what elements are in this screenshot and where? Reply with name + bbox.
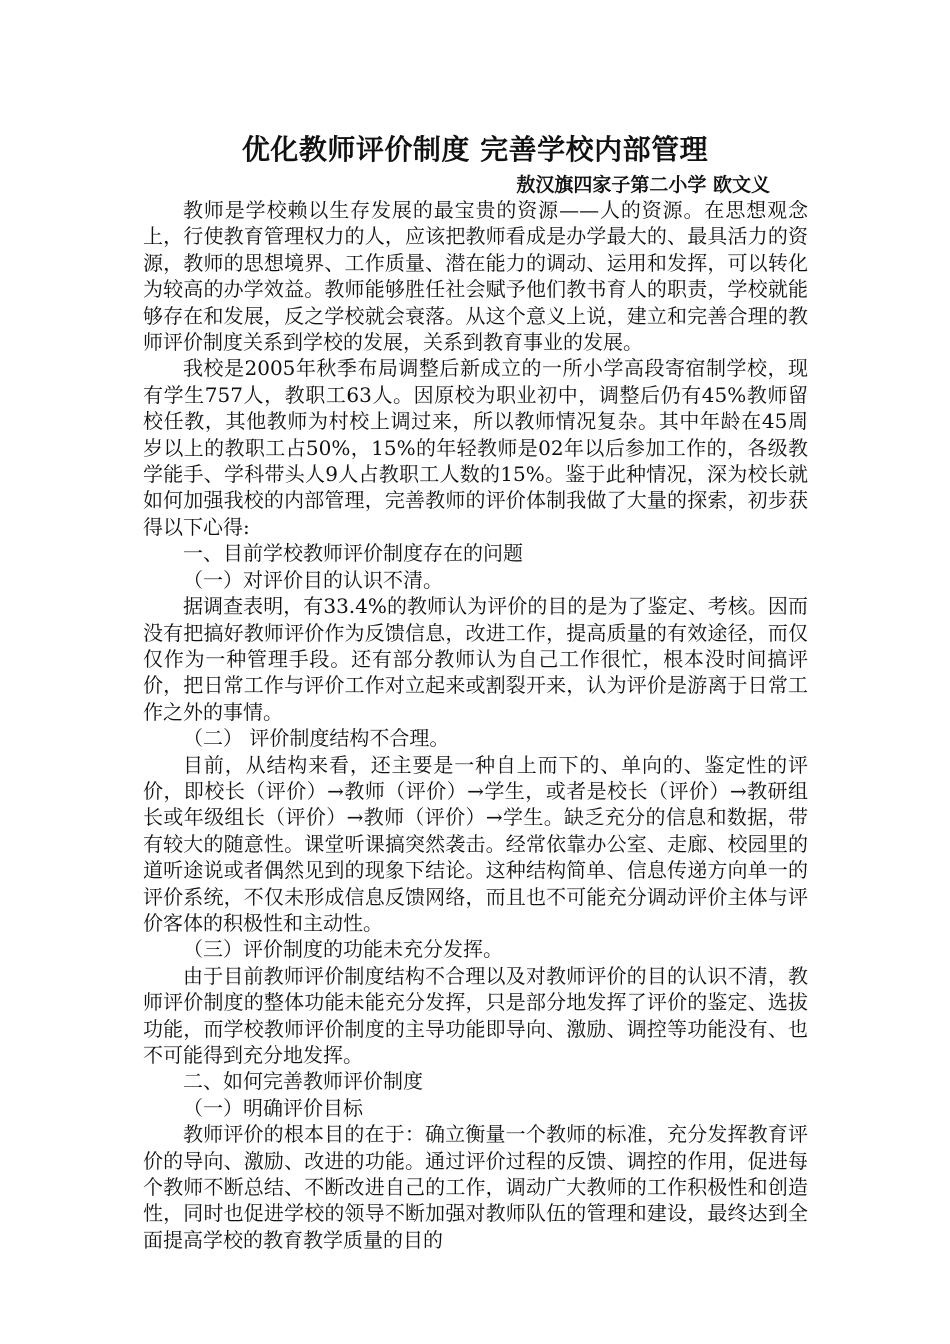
- document-body: [143, 197, 808, 1253]
- section-heading-improvement: 二、如何完善教师评价制度: [183, 1069, 423, 1094]
- section-heading-problems: 一、目前学校教师评价制度存在的问题: [183, 541, 523, 566]
- document-title: 优化教师评价制度 完善学校内部管理: [241, 133, 709, 166]
- paragraph-intro: 教师是学校赖以生存发展的最宝贵的资源——人的资源。在思想观念上，行使教育管理权力的人，应该把教师看成是办学最大的、最具活力的资源，教师的思想境界、工作质量、潜在能力的调动、运用和发挥，可以转化为较高的办学效益。教师能够胜任社会赋予他们教书育人的职责，学校就能够存在和发展，反之学校就会衰落。从这个意义上说，建立和完善合理的教师评价制度关系到学校的发展，关系到教育事业的发展。: [143, 198, 808, 355]
- paragraph-school-background: 我校是2005年秋季布局调整后新成立的一所小学高段寄宿制学校，现有学生757人，教职工63人。因原校为职业初中，调整后仍有45%教师留校任教，其他教师为村校上调过来，所以教师情况复杂。其中年龄在45周岁以上的教职工占50%，15%的年轻教师是02年以后参加工作的，各级教学能手、学科带头人9人占教职工人数的15%。鉴于此种情况，深为校长就如何加强我校的内部管理，完善教师的评价体制我做了大量的探索，初步获得以下心得:: [143, 356, 808, 539]
- paragraph-function-not-realized: 由于目前教师评价制度结构不合理以及对教师评价的目的认识不清，教师评价制度的整体功能未能充分发挥，只是部分地发挥了评价的鉴定、选拔功能，而学校教师评价制度的主导功能即导向、激励、调控等功能没有、也不可能得到充分地发挥。: [143, 963, 808, 1067]
- subheading-clear-goals: （一）明确评价目标: [183, 1095, 363, 1120]
- subheading-structure-unreasonable: （二） 评价制度结构不合理。: [183, 726, 450, 751]
- subheading-function-not-realized: （三）评价制度的功能未充分发挥。: [183, 937, 503, 962]
- document-author: 敖汉旗四家子第二小学 欧文义: [516, 174, 770, 196]
- paragraph-purpose-unclear: 据调查表明，有33.4%的教师认为评价的目的是为了鉴定、考核。因而没有把搞好教师评价作为反馈信息，改进工作，提高质量的有效途径，而仅仅作为一种管理手段。还有部分教师认为自己工作很忙，根本没时间搞评价，把日常工作与评价工作对立起来或割裂开来，认为评价是游离于日常工作之外的事情。: [143, 594, 808, 724]
- subheading-purpose-unclear: （一）对评价目的认识不清。: [183, 567, 443, 592]
- paragraph-clear-goals: 教师评价的根本目的在于：确立衡量一个教师的标准，充分发挥教育评价的导向、激励、改进的功能。通过评价过程的反馈、调控的作用，促进每个教师不断总结、不断改进自己的工作，调动广大教师的工作积极性和创造性，同时也促进学校的领导不断加强对教师队伍的管理和建设，最终达到全面提高学校的教育教学质量的目的: [143, 1122, 808, 1252]
- paragraph-structure-unreasonable: 目前，从结构来看，还主要是一种自上而下的、单向的、鉴定性的评价，即校长（评价）→教师（评价）→学生，或者是校长（评价）→教研组长或年级组长（评价）→教师（评价）→学生。缺乏充分的信息和数据，带有较大的随意性。课堂听课搞突然袭击。经常依靠办公室、走廊、校园里的道听途说或者偶然见到的现象下结论。这种结构简单、信息传递方向单一的评价系统，不仅未形成信息反馈网络，而且也不可能充分调动评价主体与评价客体的积极性和主动性。: [143, 752, 808, 935]
